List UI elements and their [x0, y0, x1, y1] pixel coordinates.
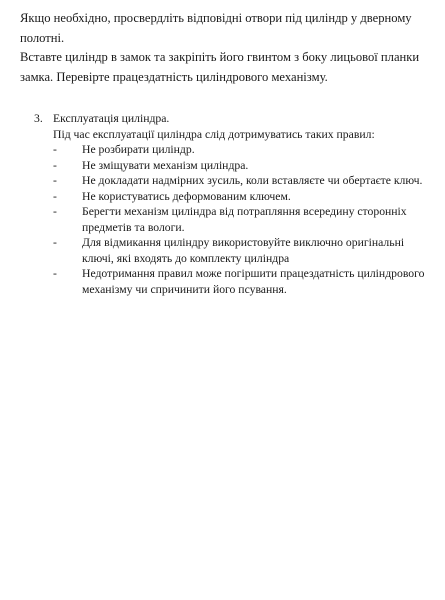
intro-paragraph-install: Вставте циліндр в замок та закріпіть його гвинтом з боку лицьової планки замка. Перевірте працездатність циліндрового механізму.: [20, 50, 420, 84]
rule-text: Не докладати надмірних зусиль, коли вставляєте чи обертаєте ключ.: [82, 174, 423, 187]
rule-text: Не зміщувати механізм циліндра.: [82, 158, 249, 172]
rule-item: [34, 158, 434, 174]
rule-item: [34, 235, 434, 266]
section-heading: [34, 111, 434, 127]
rule-item: [34, 142, 434, 158]
rule-item: [34, 173, 434, 189]
bullet-dash: -: [53, 143, 57, 156]
section-title: Експлуатація циліндра.: [53, 112, 170, 125]
rule-text: Берегти механізм циліндра від потрапляння всередину сторонніх предметів та вологи.: [82, 205, 407, 234]
section-number: 3.: [34, 112, 43, 125]
bullet-dash: -: [53, 174, 57, 187]
rule-text: Для відмикання циліндру використовуйте виключно оригінальні ключі, які входять до комплекту циліндра: [82, 236, 405, 265]
intro-paragraph-drilling-line2: полотні.: [20, 31, 65, 45]
rule-item: [34, 189, 434, 205]
rule-text: Не користуватись деформованим ключем.: [82, 189, 291, 203]
bullet-dash: -: [53, 158, 57, 172]
section-cylinder-usage: [34, 111, 434, 297]
bullet-dash: -: [53, 236, 57, 249]
bullet-dash: -: [53, 267, 57, 280]
rule-text: Не розбирати циліндр.: [82, 143, 195, 156]
rules-list: [34, 142, 434, 297]
rule-item: [34, 266, 434, 297]
intro-paragraph-drilling-line1: Якщо необхідно, просвердліть відповідні отвори під циліндр у дверному: [20, 11, 412, 25]
bullet-dash: -: [53, 189, 57, 203]
section-lead-text: Під час експлуатації циліндра слід дотримуватись таких правил:: [53, 127, 375, 141]
rule-text: Недотримання правил може погіршити працездатність циліндрового механізму чи спричинити його псування.: [82, 267, 425, 296]
rule-item: [34, 204, 434, 235]
bullet-dash: -: [53, 205, 57, 218]
